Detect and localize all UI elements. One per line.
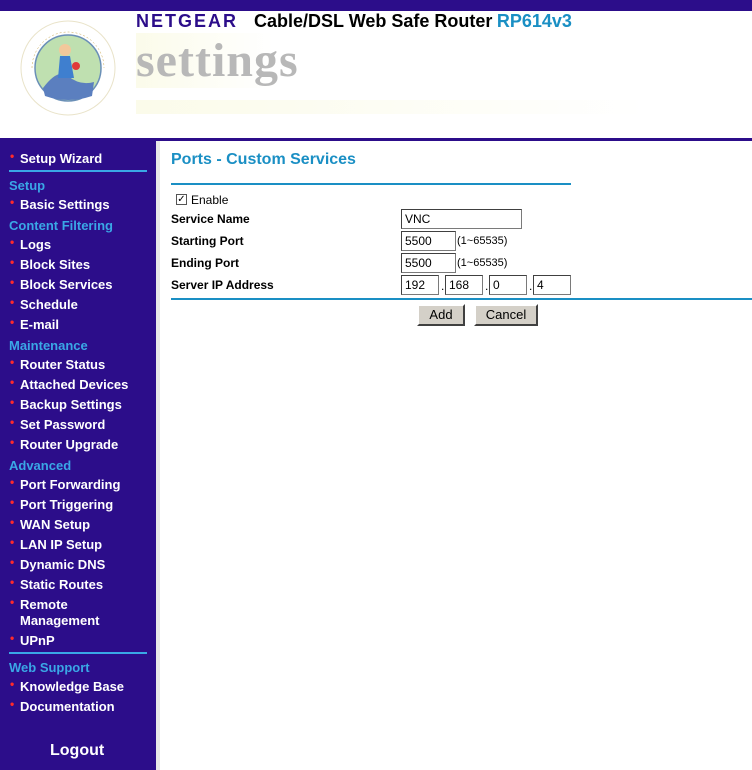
sidebar-item-label: Port Forwarding (20, 477, 121, 492)
sidebar-divider (9, 652, 147, 654)
service-name-input[interactable] (401, 209, 522, 229)
sidebar-item-lan-ip-setup[interactable] (0, 537, 102, 553)
sidebar-item-upnp[interactable] (0, 633, 55, 649)
ip-octet-1-input[interactable] (401, 275, 439, 295)
sidebar-item-setup-wizard[interactable] (0, 151, 102, 167)
product-name: Cable/DSL Web Safe Router (254, 11, 493, 31)
sidebar-item-label: Documentation (20, 699, 115, 714)
sidebar-heading-web-support: Web Support (9, 660, 90, 675)
sidebar-item-label: Basic Settings (20, 197, 110, 212)
cancel-button[interactable]: Cancel (474, 304, 538, 326)
sidebar-item-management[interactable] (0, 613, 99, 629)
service-name-label: Service Name (171, 212, 250, 226)
starting-port-hint: (1~65535) (457, 235, 508, 247)
bullet-icon: • (10, 515, 15, 529)
title-divider (171, 183, 571, 185)
bullet-icon: • (10, 275, 15, 289)
sidebar-item-label: UPnP (20, 633, 55, 648)
sidebar-item-documentation[interactable] (0, 699, 115, 715)
sidebar-item-set-password[interactable] (0, 417, 105, 433)
sidebar-item-attached-devices[interactable] (0, 377, 128, 393)
form-divider (171, 298, 752, 300)
bullet-icon: • (10, 375, 15, 389)
sidebar-item-router-upgrade[interactable] (0, 437, 118, 453)
ip-octet-2-input[interactable] (445, 275, 483, 295)
ip-dot: . (529, 279, 533, 293)
bullet-icon: • (10, 255, 15, 269)
sidebar-item-label: Management (20, 613, 100, 628)
sidebar-item-static-routes[interactable] (0, 577, 103, 593)
sidebar-item-port-forwarding[interactable] (0, 477, 120, 493)
header-brand-line (136, 11, 572, 32)
sidebar-item-block-services[interactable] (0, 277, 113, 293)
sidebar-item-label: Block Sites (20, 257, 91, 272)
sidebar-item-block-sites[interactable] (0, 257, 90, 273)
bullet-icon: • (10, 595, 15, 609)
logout-link[interactable]: Logout (50, 742, 105, 759)
server-ip-label: Server IP Address (171, 278, 274, 292)
sidebar-item-logs[interactable] (0, 237, 51, 253)
bullet-icon: • (10, 315, 15, 329)
bullet-icon: • (10, 677, 15, 691)
sidebar-item-label: Attached Devices (20, 377, 129, 392)
bullet-icon: • (10, 195, 15, 209)
bullet-icon: • (10, 355, 15, 369)
sidebar-heading-maintenance: Maintenance (9, 338, 88, 353)
sidebar-item-dynamic-dns[interactable] (0, 557, 105, 573)
sidebar-item-label: Set Password (20, 417, 106, 432)
ip-octet-3-input[interactable] (489, 275, 527, 295)
sidebar-item-label: Static Routes (20, 577, 104, 592)
sidebar-item-port-triggering[interactable] (0, 497, 113, 513)
bullet-icon: • (10, 295, 15, 309)
top-bar (0, 0, 752, 11)
sidebar-item-schedule[interactable] (0, 297, 78, 313)
ip-dot: . (485, 279, 489, 293)
sidebar-item-wan-setup[interactable] (0, 517, 90, 533)
sidebar-heading-content-filtering: Content Filtering (9, 218, 113, 233)
brand-name: NETGEAR (136, 11, 239, 31)
bullet-icon: • (10, 555, 15, 569)
sidebar-item-label: Port Triggering (20, 497, 114, 512)
sidebar-item-backup-settings[interactable] (0, 397, 122, 413)
sidebar-item-router-status[interactable] (0, 357, 105, 373)
bullet-icon: • (10, 415, 15, 429)
sidebar-item-label: Block Services (20, 277, 113, 292)
sidebar-item-knowledge-base[interactable] (0, 679, 124, 695)
starting-port-label: Starting Port (171, 234, 244, 248)
ip-dot: . (441, 279, 445, 293)
enable-checkbox[interactable]: ✓ (177, 194, 186, 205)
sidebar-item-label: Backup Settings (20, 397, 122, 412)
enable-label: Enable (191, 193, 229, 207)
sidebar (0, 141, 156, 770)
sidebar-divider (9, 170, 147, 172)
sidebar-heading-advanced: Advanced (9, 458, 72, 473)
bullet-icon: • (10, 435, 15, 449)
bullet-icon: • (10, 535, 15, 549)
sidebar-item-label: Router Upgrade (20, 437, 119, 452)
sidebar-item-basic-settings[interactable] (0, 197, 110, 213)
sidebar-heading-setup: Setup (9, 178, 46, 193)
add-button[interactable]: Add (417, 304, 465, 326)
bullet-icon: • (10, 395, 15, 409)
bullet-icon: • (10, 631, 15, 645)
sidebar-item-label: Router Status (20, 357, 106, 372)
sidebar-item-label: Remote (20, 597, 68, 612)
ending-port-hint: (1~65535) (457, 257, 508, 269)
sidebar-item-label: Logs (20, 237, 52, 252)
ip-octet-4-input[interactable] (533, 275, 571, 295)
starting-port-input[interactable] (401, 231, 456, 251)
netgear-logo-icon (18, 18, 118, 118)
model-name: RP614v3 (496, 11, 572, 31)
sidebar-item-label: Knowledge Base (20, 679, 125, 694)
sidebar-item-label: Schedule (20, 297, 78, 312)
sidebar-item-label: Dynamic DNS (20, 557, 106, 572)
bullet-icon: • (10, 235, 15, 249)
header-fade-band (136, 100, 646, 114)
sidebar-item-label: E-mail (20, 317, 60, 332)
sidebar-item-label: WAN Setup (20, 517, 91, 532)
sidebar-item-e-mail[interactable] (0, 317, 59, 333)
ending-port-label: Ending Port (171, 256, 239, 270)
sidebar-item-label: Setup Wizard (20, 151, 103, 166)
settings-banner: settings (136, 33, 307, 88)
sidebar-item-label: LAN IP Setup (20, 537, 103, 552)
page-title: Ports - Custom Services (171, 151, 356, 168)
bullet-icon: • (10, 475, 15, 489)
bullet-icon: • (10, 149, 15, 163)
bullet-icon: • (10, 495, 15, 509)
bullet-icon: • (10, 697, 15, 711)
bullet-icon: • (10, 575, 15, 589)
ending-port-input[interactable] (401, 253, 456, 273)
sidebar-item-remote[interactable] (0, 597, 68, 613)
main-content (160, 141, 752, 770)
